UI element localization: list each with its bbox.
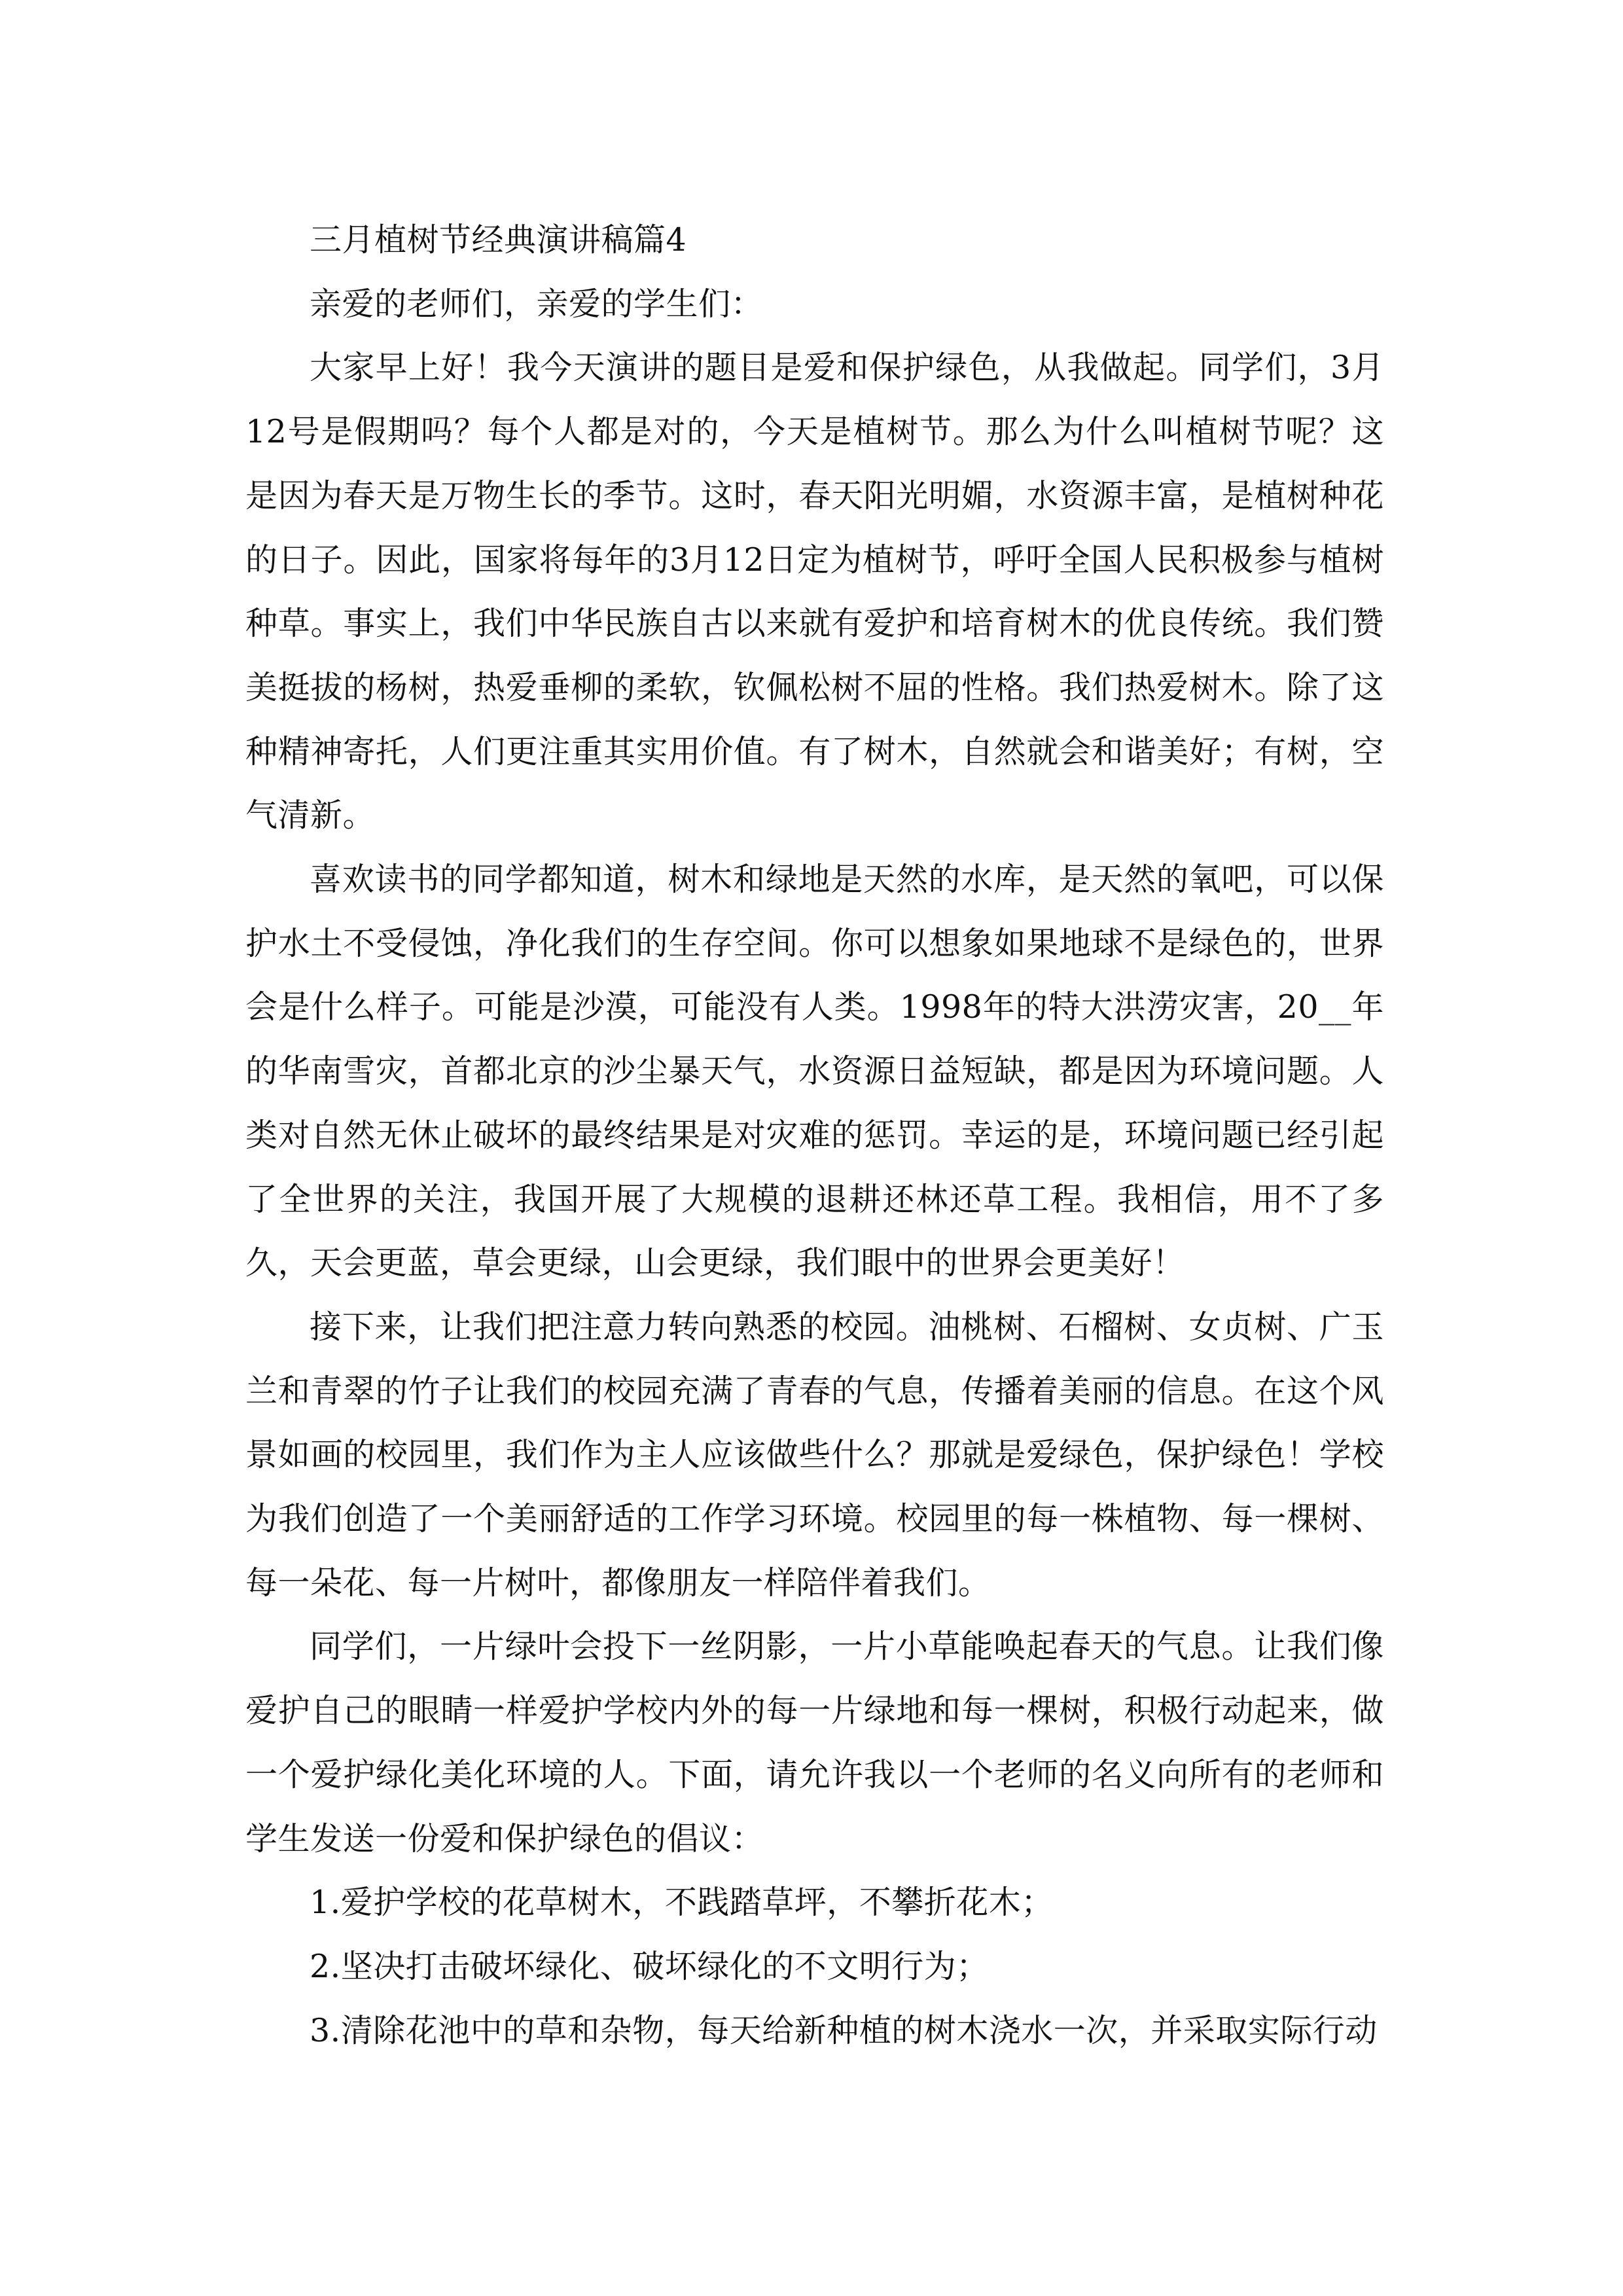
document-title: 三月植树节经典演讲稿篇4 [310,221,687,259]
paragraph-1: 大家早上好！我今天演讲的题目是爱和保护绿色，从我做起。同学们，3月12号是假期吗？每个人都是对的，今天是植树节。那么为什么叫植树节呢？这是因为春天是万物生长的季节。这时，春天阳光明媚，水资源丰富，是植树种花的日子。因此，国家将每年的3月12日定为植树节，呼吁全国人民积极参与植树种草。事实上，我们中华民族自古以来就有爱护和培育树木的优良传统。我们赞美挺拔的杨树，热爱垂柳的柔软，钦佩松树不屈的性格。我们热爱树木。除了这种精神寄托，人们更注重其实用价值。有了树木，自然就会和谐美好；有树，空气清新。 [245,349,1384,834]
list-item-3: 3.清除花池中的草和杂物，每天给新种植的树木浇水一次，并采取实际行动 [310,2011,1378,2049]
paragraph-2: 喜欢读书的同学都知道，树木和绿地是天然的水库，是天然的氧吧，可以保护水土不受侵蚀，净化我们的生存空间。你可以想象如果地球不是绿色的，世界会是什么样子。可能是沙漠，可能没有人类。1998年的特大洪涝灾害，20__年的华南雪灾，首都北京的沙尘暴天气，水资源日益短缺，都是因为环境问题。人类对自然无休止破坏的最终结果是对灾难的惩罚。幸运的是，环境问题已经引起了全世界的关注，我国开展了大规模的退耕还林还草工程。我相信，用不了多久，天会更蓝，草会更绿，山会更绿，我们眼中的世界会更美好！ [245,861,1384,1282]
list-item-1: 1.爱护学校的花草树木，不践踏草坪，不攀折花木； [310,1884,1054,1922]
greeting: 亲爱的老师们，亲爱的学生们： [310,285,764,323]
list-item-2: 2.坚决打击破坏绿化、破坏绿化的不文明行为； [310,1947,989,1985]
paragraph-3: 接下来，让我们把注意力转向熟悉的校园。油桃树、石榴树、女贞树、广玉兰和青翠的竹子让我们的校园充满了青春的气息，传播着美丽的信息。在这个风景如画的校园里，我们作为主人应该做些什么？那就是爱绿色，保护绿色！学校为我们创造了一个美丽舒适的工作学习环境。校园里的每一株植物、每一棵树、每一朵花、每一片树叶，都像朋友一样陪伴着我们。 [245,1308,1384,1602]
document-body [245,208,1384,2062]
paragraph-4: 同学们，一片绿叶会投下一丝阴影，一片小草能唤起春天的气息。让我们像爱护自己的眼睛一样爱护学校内外的每一片绿地和每一棵树，积极行动起来，做一个爱护绿化美化环境的人。下面，请允许我以一个老师的名义向所有的老师和学生发送一份爱和保护绿色的倡议： [245,1628,1384,1857]
